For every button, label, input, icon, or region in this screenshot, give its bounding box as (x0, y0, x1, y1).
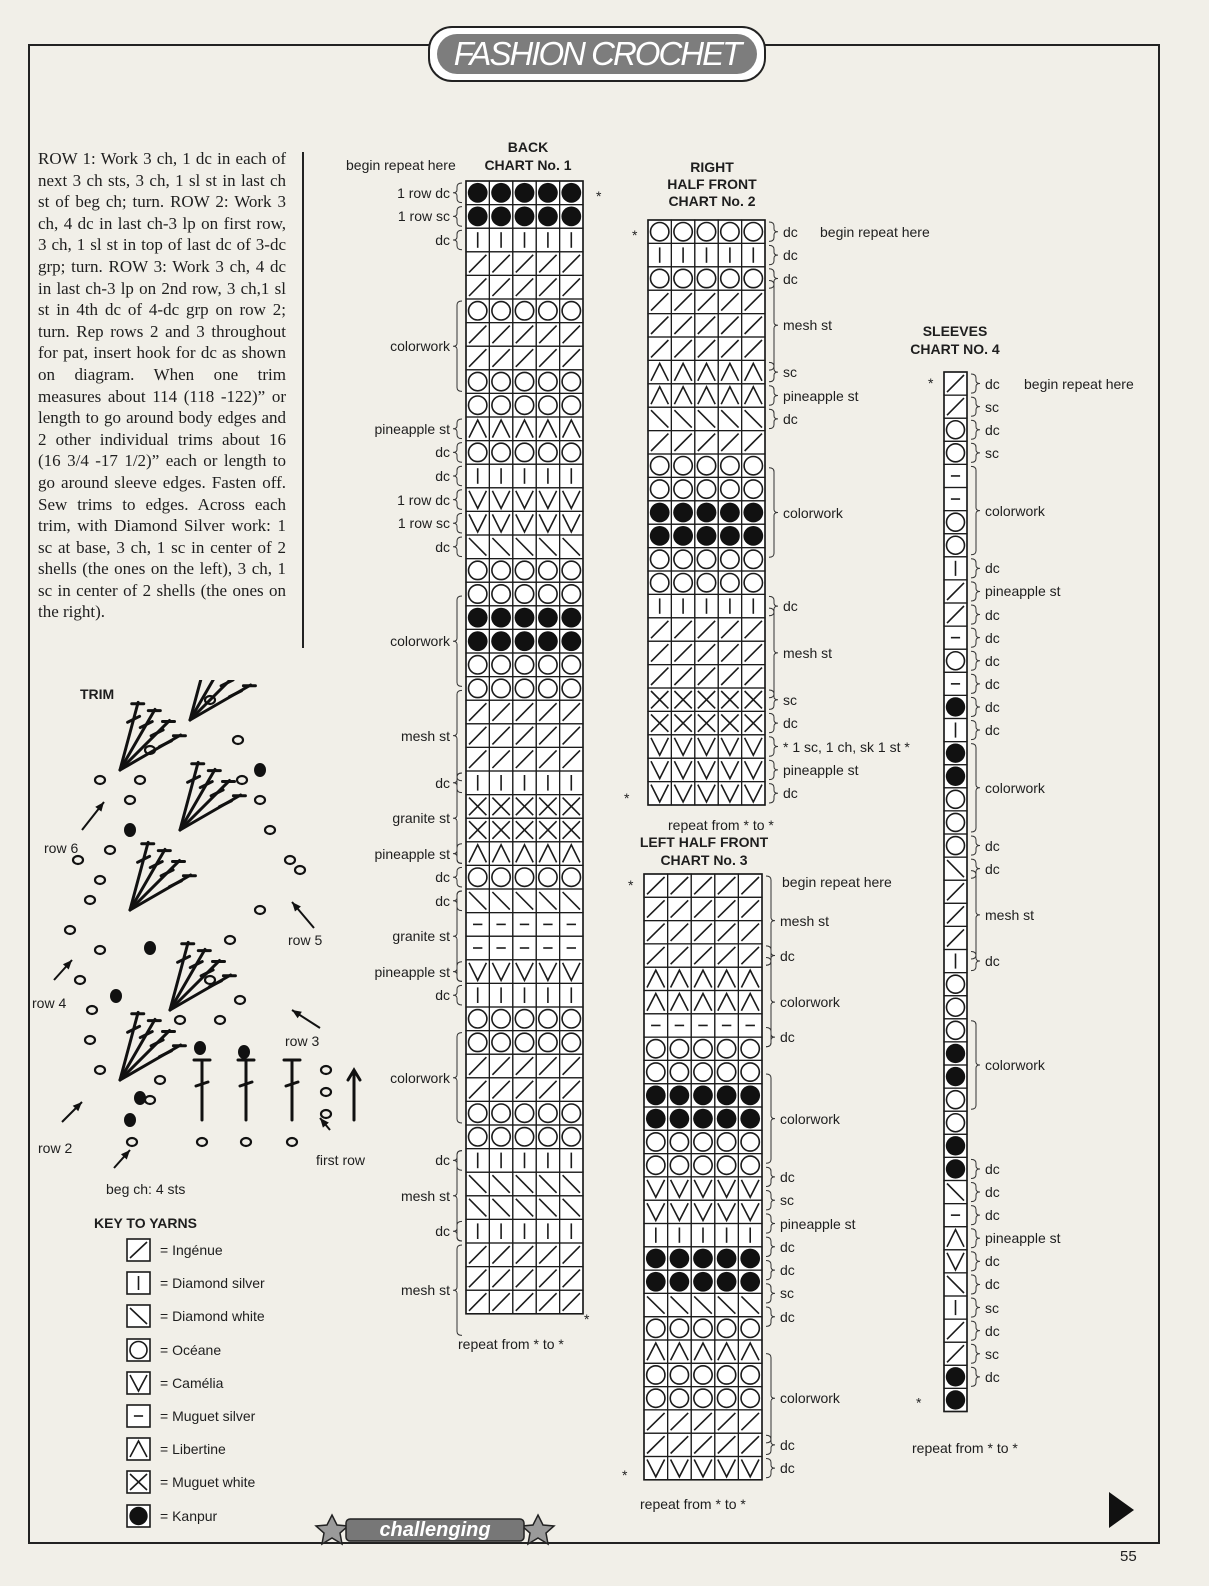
chart4-label: dc (985, 698, 1000, 715)
chart2-label: dc (783, 598, 798, 615)
chart1-label: pineapple st (374, 963, 450, 980)
chart3 (644, 874, 775, 1480)
chart2-title-right: RIGHT (690, 159, 734, 175)
chart2-label: colorwork (783, 504, 843, 521)
trim-first-row-label: first row (316, 1152, 365, 1168)
chart2-label: dc (783, 715, 798, 732)
chart3-label: dc (780, 1308, 795, 1325)
chart2-title: CHART No. 2 (668, 193, 756, 209)
chart3-label: dc (780, 947, 795, 964)
chart1-label: dc (435, 468, 450, 484)
chart3-label: dc (780, 1029, 795, 1046)
chart1-label: dc (435, 444, 450, 461)
chart1-label: mesh st (400, 1187, 450, 1204)
chart1-title: CHART No. 1 (484, 157, 572, 173)
chart4-label: dc (985, 606, 1000, 623)
chart4-label: sc (985, 444, 999, 461)
chart3-label: dc (780, 1168, 795, 1185)
chart2-label: dc (783, 270, 798, 287)
chart4-label: dc (985, 421, 1000, 438)
chart1-label: pineapple st (374, 845, 450, 862)
chart4-label: dc (985, 1368, 1000, 1385)
svg-text:*: * (596, 188, 602, 204)
chart4-label: dc (985, 560, 1000, 577)
chart4-label: dc (985, 1184, 1000, 1201)
chart4-label: pineapple st (985, 1230, 1061, 1247)
chart1-label: dc (435, 1223, 450, 1240)
chart2-label: mesh st (783, 317, 833, 334)
chart2-label: sc (783, 691, 797, 708)
chart4-label: dc (985, 1160, 1000, 1177)
chart1-label: granite st (392, 810, 450, 827)
chart2-label: dc (783, 247, 798, 264)
trim-row6-label: row 6 (44, 840, 79, 856)
chart4-label: dc (985, 1322, 1000, 1339)
trim-row4-label: row 4 (32, 995, 67, 1011)
chart4-title: CHART NO. 4 (910, 341, 1000, 357)
chart4-label: dc (985, 860, 1000, 877)
chart1-label: dc (435, 774, 450, 791)
trim-beg-ch-label: beg ch: 4 sts (106, 1181, 186, 1197)
difficulty-label: challenging (379, 1519, 491, 1541)
chart3-label: colorwork (780, 1390, 840, 1407)
chart1-label: dc (435, 869, 450, 886)
svg-text:*: * (628, 877, 634, 893)
chart4-title-sleeves: SLEEVES (922, 323, 988, 339)
svg-text:*: * (584, 1310, 590, 1327)
chart4-repeat-label: repeat from * to * (912, 1439, 1018, 1456)
chart1-label: dc (435, 987, 450, 1004)
trim-row3-label: row 3 (285, 1033, 320, 1049)
chart2-label: dc (783, 785, 798, 802)
next-page-arrow-icon (1106, 1490, 1136, 1530)
key-item-label: = Ingénue (160, 1242, 223, 1258)
difficulty-banner (310, 1505, 560, 1553)
instructions-text: ROW 1: Work 3 ch, 1 dc in each of next 3 ch sts, 3 ch, 1 sl st in last ch st of beg ch; turn. ROW 2: Work 3 ch, 4 dc in last ch-3 lp on first row, 3 ch, 1 sl st in top of last dc of 3-dc grp; turn. ROW 3: Work 3 ch, 4 dc in last ch-3 lp on 2nd row, 3 ch,1 sl st in 4th dc of 4-dc grp on row 2; turn. Rep rows 2 and 3 throughout for pat, insert hook for dc as shown on diagram. When one trim measures about 114 (118 -122)” or length to go around body edges and 2 other individual trims about 16 (16 3/4 -17 1/2)” each or length to go around sleeve edges. Fasten off. Sew trims to edges. Across each trim, with Diamond Silver work: 1 sc at base, 3 ch, 1 sc in center of 2 shells (the ones on the left), 3 ch, 1 sc in center of 2 shells (the ones on the right). (38, 149, 286, 622)
chart1-label: 1 row dc (397, 491, 450, 508)
chart1-label: mesh st (400, 1282, 450, 1299)
svg-text:*: * (916, 1394, 922, 1411)
chart4-label: dc (985, 1276, 1000, 1293)
chart1-title-back: BACK (507, 139, 549, 155)
svg-text:*: * (928, 375, 934, 391)
key-item-label: = Océane (160, 1341, 222, 1358)
key-item-label: = Camélia (160, 1374, 224, 1391)
chart4 (944, 372, 980, 1412)
page-number: 55 (1120, 1548, 1137, 1565)
chart3-label: dc (780, 1436, 795, 1453)
chart3-label: sc (780, 1192, 794, 1209)
key-item-label: = Muguet silver (160, 1408, 256, 1424)
chart4-label: dc (985, 1253, 1000, 1270)
header-title: FASHION CROCHET (437, 34, 757, 74)
chart2-label: pineapple st (783, 761, 859, 778)
chart2 (648, 220, 778, 805)
key-item-label: = Diamond silver (160, 1275, 265, 1292)
svg-text:*: * (632, 227, 638, 243)
key-item-label: = Muguet white (160, 1474, 256, 1491)
chart1-label: dc (435, 232, 450, 248)
key-item-label: = Libertine (160, 1441, 226, 1458)
chart4-label: sc (985, 398, 999, 415)
chart2-label: pineapple st (783, 387, 859, 404)
chart1-begin-label: begin repeat here (346, 157, 456, 173)
trim-title: TRIM (80, 686, 115, 702)
svg-text:*: * (622, 1466, 628, 1483)
chart2-repeat-label: repeat from * to * (668, 817, 774, 833)
chart1-label: 1 row sc (397, 515, 450, 532)
chart3-label: pineapple st (780, 1215, 856, 1232)
chart1-repeat-label: repeat from * to * (458, 1335, 564, 1352)
chart4-label: colorwork (985, 502, 1045, 519)
key-title: KEY TO YARNS (94, 1215, 197, 1231)
chart1-label: colorwork (390, 633, 450, 650)
chart4-label: colorwork (985, 779, 1045, 796)
chart4-label: sc (985, 1345, 999, 1362)
chart4-label: dc (985, 675, 1000, 692)
chart4-label: dc (985, 1207, 1000, 1224)
chart1-label: 1 row dc (397, 184, 450, 201)
chart3-label: mesh st (780, 912, 830, 929)
trim-row5-label: row 5 (288, 932, 323, 948)
chart2-label: mesh st (783, 644, 833, 661)
chart3-title-left: LEFT HALF FRONT (639, 834, 769, 850)
chart3-label: dc (780, 1238, 795, 1255)
key-item-label: = Kanpur (160, 1507, 218, 1524)
chart4-label: colorwork (985, 1057, 1045, 1073)
chart4-label: sc (985, 1299, 999, 1316)
chart1-label: colorwork (390, 1069, 450, 1086)
chart3-repeat-label: repeat from * to * (640, 1495, 746, 1512)
chart1-label: dc (435, 892, 450, 909)
key-item-label: = Diamond white (160, 1308, 265, 1325)
chart4-label: dc (985, 722, 1000, 739)
chart1-label: dc (435, 1152, 450, 1169)
chart2-begin-label: begin repeat here (820, 224, 930, 240)
chart2-label: dc (783, 410, 798, 427)
chart1-label: 1 row sc (397, 208, 450, 225)
chart2-title-half-front: HALF FRONT (667, 176, 757, 192)
chart4-label: mesh st (985, 906, 1035, 923)
chart4-label: dc (985, 375, 1000, 392)
chart4-begin-label: begin repeat here (1024, 376, 1134, 392)
chart2-label: sc (783, 364, 797, 381)
chart1-label: colorwork (390, 338, 450, 355)
chart3-label: colorwork (780, 994, 840, 1011)
chart1-label: dc (435, 538, 450, 555)
chart1 (453, 181, 583, 1335)
chart3-title: CHART No. 3 (660, 852, 748, 868)
chart1-label: granite st (392, 928, 450, 945)
trim-row2-label: row 2 (38, 1140, 73, 1156)
chart3-begin-label: begin repeat here (782, 874, 892, 890)
chart1-label: pineapple st (374, 420, 450, 437)
svg-text:*: * (624, 790, 630, 806)
chart3-label: sc (780, 1285, 794, 1302)
chart3-label: dc (780, 1262, 795, 1279)
chart3-label: dc (780, 1460, 795, 1477)
chart2-label: dc (783, 223, 798, 240)
chart4-label: dc (985, 652, 1000, 669)
chart1-label: mesh st (400, 727, 450, 744)
chart3-label: colorwork (780, 1110, 840, 1127)
chart2-label: * 1 sc, 1 ch, sk 1 st * (783, 738, 910, 755)
chart4-label: pineapple st (985, 583, 1061, 600)
chart4-label: dc (985, 953, 1000, 970)
chart4-label: dc (985, 837, 1000, 854)
chart4-label: dc (985, 629, 1000, 646)
